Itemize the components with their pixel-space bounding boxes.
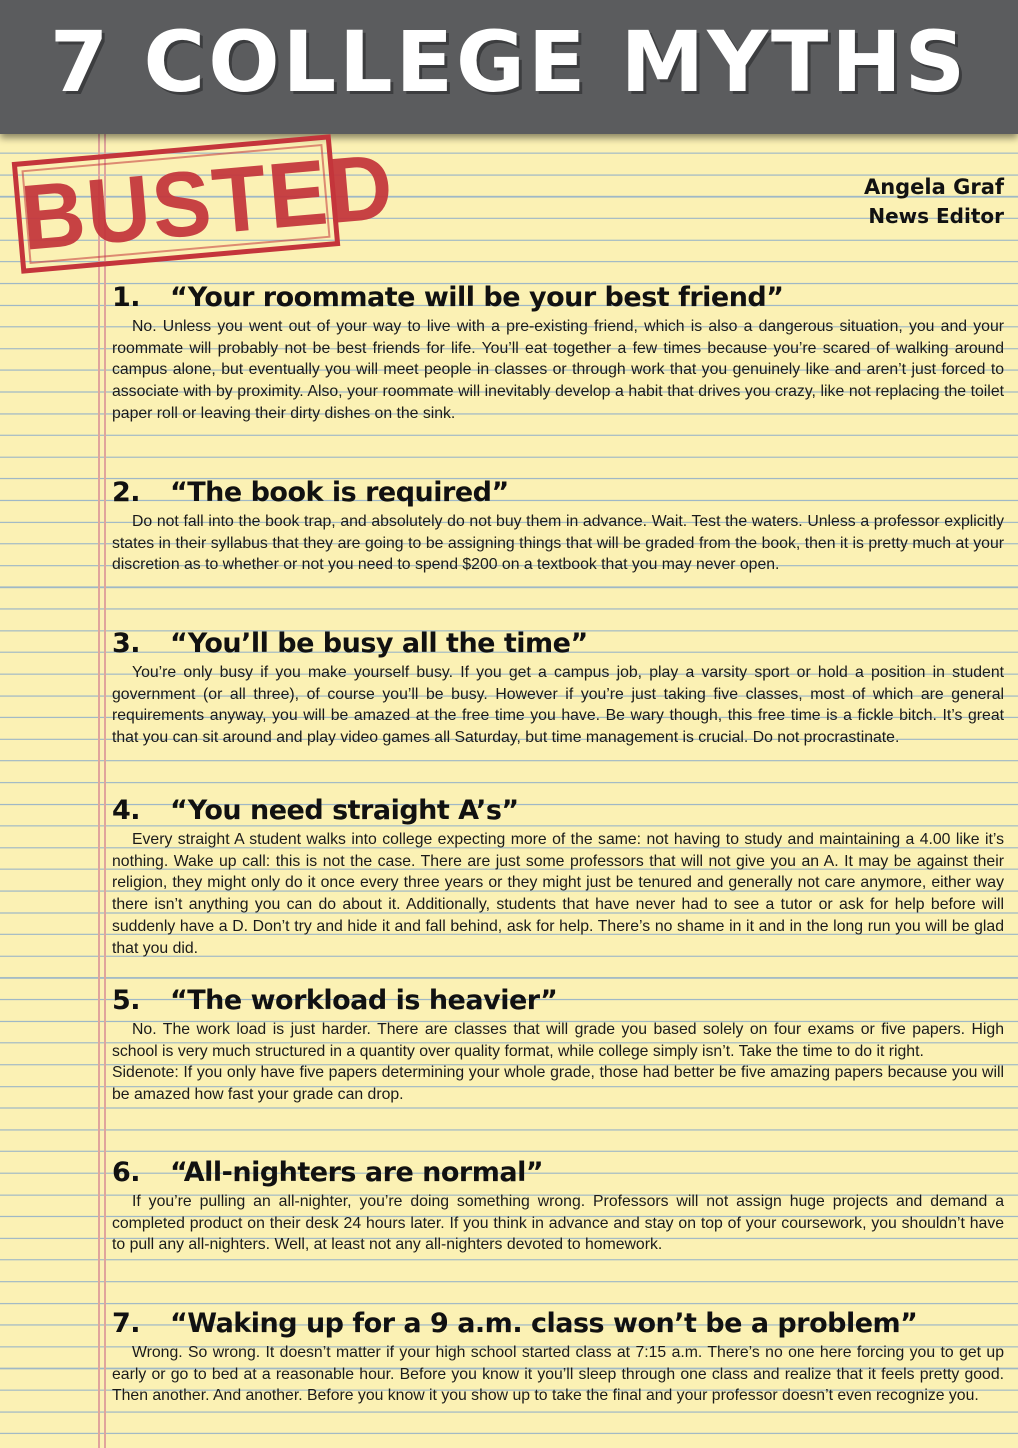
page-title: 7 COLLEGE MYTHS [49, 13, 969, 111]
myth-number: 1. [112, 282, 141, 313]
myth-heading [112, 475, 1004, 511]
busted-stamp-text: BUSTED [17, 133, 399, 270]
myth-number: 2. [112, 477, 141, 508]
myth-body: Wrong. So wrong. It doesn’t matter if your high school started class at 7:15 a.m. There’s no one here forcing you to get up early or go to bed at a reasonable hour. Before you know it you’ll sleep through one class and realize that it feels pretty good. Then another. And another. Before you know it you show up to take the final and your professor doesn’t even recognize you. [112, 1344, 1004, 1405]
myth-number: 4. [112, 795, 141, 826]
myth-number: 5. [112, 985, 141, 1016]
myth-title: “Your roommate will be your best friend” [170, 282, 784, 313]
myth-title: “You’ll be busy all the time” [170, 628, 588, 659]
myth-body: Do not fall into the book trap, and absolutely do not buy them in advance. Wait. Test the waters. Unless a professor explicitly states in their syllabus that they are going to be assigning things that will be graded from the book, then it is pretty much at your discretion as to whether or not you need to spend $200 on a textbook that you may never open. [112, 513, 1004, 574]
author-name: Angela Graf [863, 175, 1004, 199]
myth-title: “The book is required” [170, 477, 509, 508]
myth-number: 6. [112, 1157, 141, 1188]
myth-heading [112, 1306, 1004, 1342]
author-role: News Editor [868, 204, 1004, 228]
myth-title: “You need straight A’s” [170, 795, 519, 826]
myth-number: 3. [112, 628, 141, 659]
myth-4 [112, 793, 1004, 959]
myth-7 [112, 1306, 1004, 1407]
myth-heading [112, 793, 1004, 829]
myth-number: 7. [112, 1308, 141, 1339]
myth-2 [112, 475, 1004, 576]
myth-body: You’re only busy if you make yourself busy. If you get a campus job, play a varsity sport or hold a position in student government (or all three), of course you’ll be busy. However if you’re just taking five classes, most of which are general requirements anyway, you will be amazed at the free time you have. Be wary though, this free time is a fickle bitch. It’s great that you can sit around and play video games all Saturday, but time management is crucial. Do not procrastinate. [112, 664, 1004, 747]
myth-3 [112, 626, 1004, 749]
myth-body: Every straight A student walks into college expecting more of the same: not having to study and maintaining a 4.00 like it’s nothing. Wake up call: this is not the case. There are just some professors that will not give you an A. It may be against their religion, they might only do it once every three years or they might just be tenured and generally not care anymore, either way there isn’t anything you can do about it. Additionally, students that have never had to see a tutor or ask for help before will suddenly have a D. Don’t try and hide it and fall behind, ask for help. There’s no shame in it and in the long run you will be glad that you did. [112, 831, 1004, 957]
myth-body: No. Unless you went out of your way to live with a pre-existing friend, which is also a dangerous situation, you and your roommate will probably not be best friends for life. You’ll eat together a few times because you’re scared of walking around campus alone, but eventually you will meet people in classes or through work that you genuinely like and aren’t just forced to associate with by proximity. Also, your roommate will inevitably develop a habit that drives you crazy, like not replacing the toilet paper roll or leaving their dirty dishes on the sink. [112, 318, 1004, 422]
byline [864, 172, 1004, 230]
myth-title: “Waking up for a 9 a.m. class won’t be a problem” [170, 1308, 918, 1339]
myth-body: No. The work load is just harder. There are classes that will grade you based solely on four exams or five papers. High school is very much structured in a quantity over quality format, while college simply isn’t. Take the time to do it right. [112, 1021, 1004, 1060]
myth-heading [112, 1155, 1004, 1191]
myth-body: If you’re pulling an all-nighter, you’re doing something wrong. Professors will not assign huge projects and demand a completed product on their desk 24 hours later. If you think in advance and stay on top of your coursework, you shouldn’t have to pull any all-nighters. Well, at least not any all-nighters devoted to homework. [112, 1193, 1004, 1254]
myth-heading [112, 280, 1004, 316]
myth-title: “The workload is heavier” [170, 985, 558, 1016]
myth-heading [112, 626, 1004, 662]
busted-stamp [12, 133, 399, 273]
myth-heading [112, 983, 1004, 1019]
myth-title: “All-nighters are normal” [170, 1157, 544, 1188]
myth-6 [112, 1155, 1004, 1256]
myth-1 [112, 280, 1004, 425]
myth-5 [112, 983, 1004, 1106]
title-banner [0, 0, 1018, 134]
myth-sidenote: Sidenote: If you only have five papers determining your whole grade, those had better be five amazing papers because you will be amazed how fast your grade can drop. [112, 1064, 1004, 1104]
